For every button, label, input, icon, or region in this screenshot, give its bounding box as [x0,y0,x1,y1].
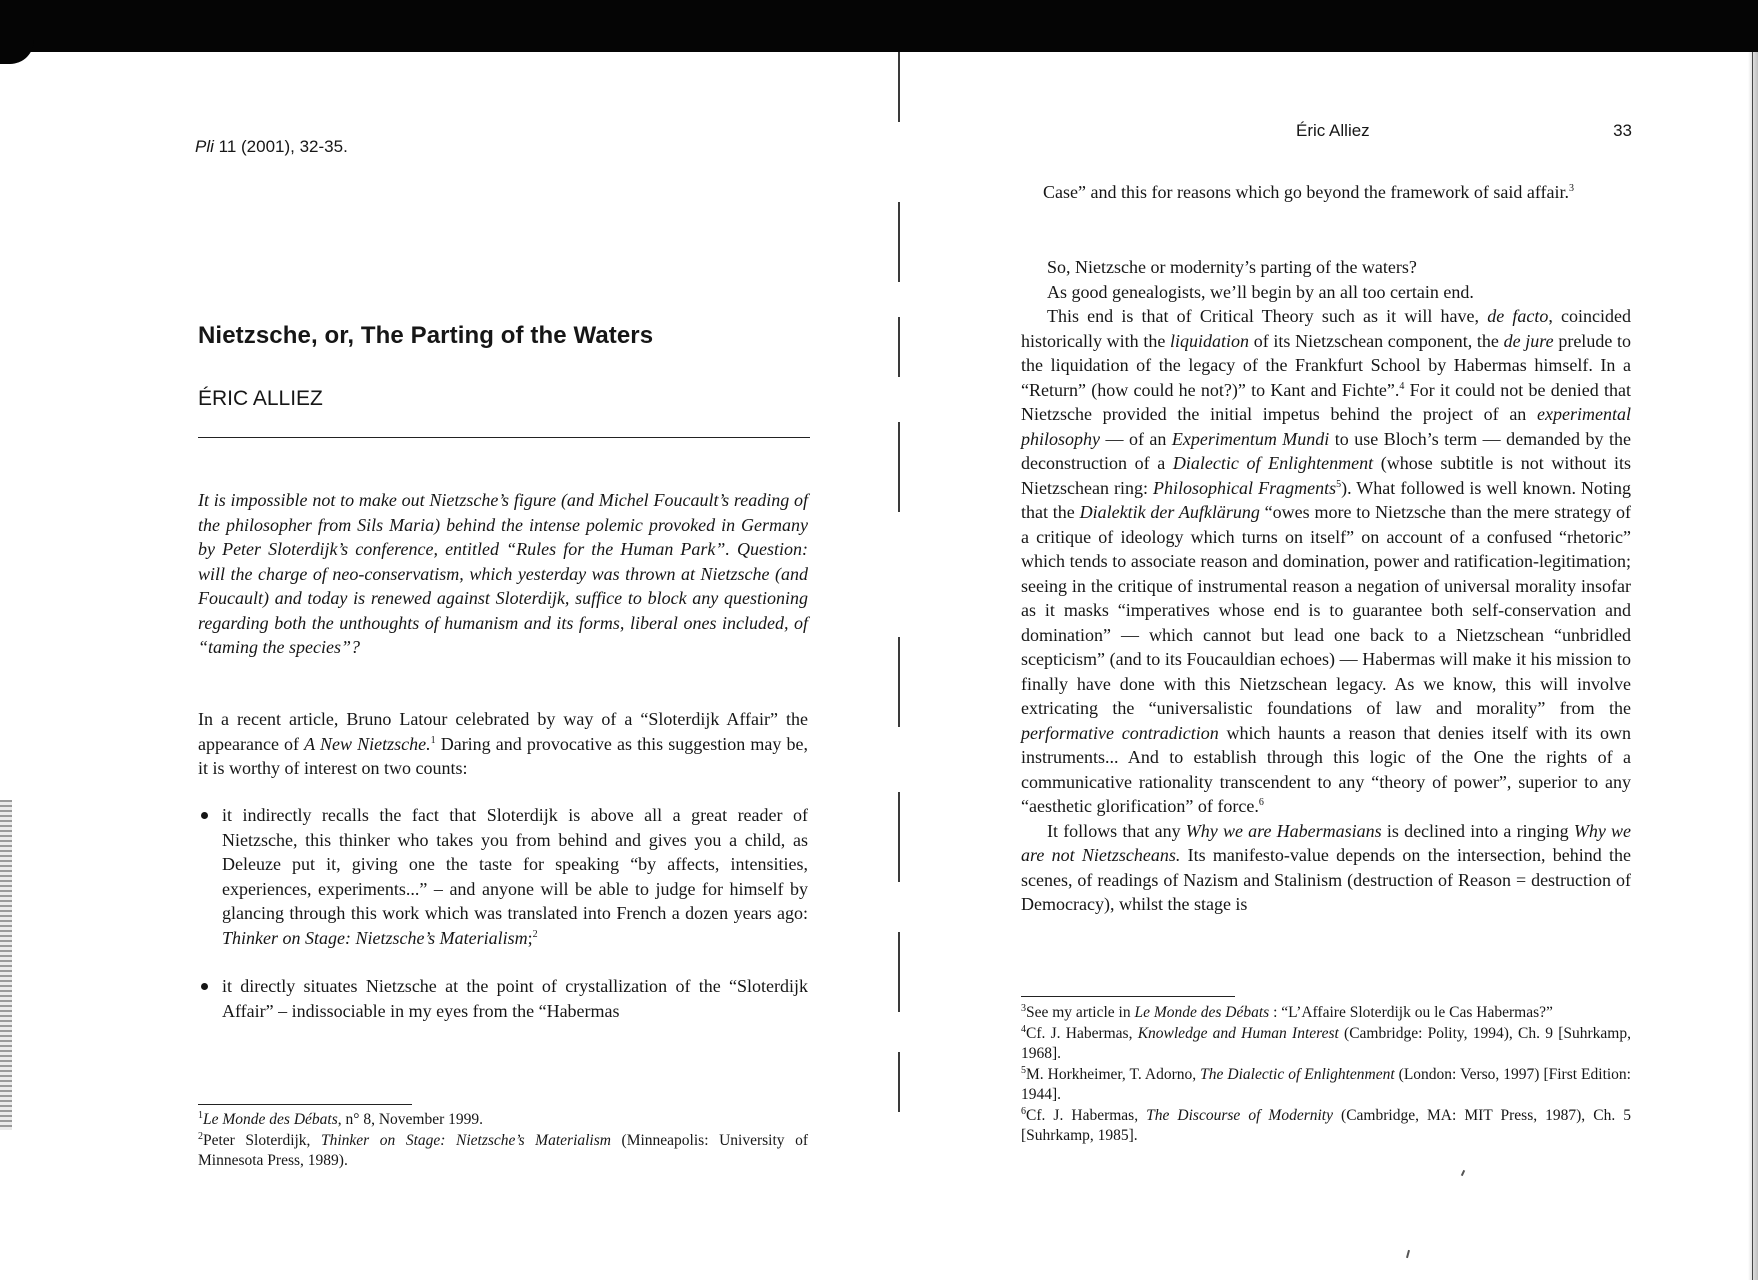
footnote-number: 1 [198,1109,203,1121]
scan-top-border [0,0,1758,52]
scan-speck [1406,1250,1410,1258]
intro-text: In a recent article, Bruno Latour celebrated by way of a “Sloterdijk Affair” the appearance of [198,709,808,754]
abstract-text: It is impossible not to make out Nietzsche’s figure (and Michel Foucault’s reading of the philosopher from Sils Maria) behind the intense polemic provoked in Germany by Peter Sloterdijk’s conference, entitled “Rules for the Human Park”. Question: will the charge of neo-conservatism, which yesterday was thrown at Nietzsche (and Foucault) and today is renewed against Sloterdijk, suffice to block any questioning regarding both the unthoughts of humanism and its forms, liberal ones included, of “taming the species”? [198,490,808,657]
scan-right-edge-line [1752,52,1753,1280]
continuation-paragraph [1043,180,1631,205]
paragraph: So, Nietzsche or modernity’s parting of the waters? [1047,257,1417,277]
footnote-ref-2: 2 [532,928,538,940]
footnote-rule [1021,996,1235,997]
footnote [198,1131,808,1172]
footnote: $^3$See my article in Le Monde des Débats : “L’Affaire Sloterdijk ou le Cas Habermas?” [1021,1002,1553,1021]
scan-left-edge [0,800,12,1130]
bullet-punct: ; [527,927,533,948]
paragraph: It follows that any Why we are Habermasians is declined into a ringing Why we are not Nietzscheans. Its manifesto-value depends on the intersection, behind the scenes, of readings of Nazism and Stalinism (destruction of Reason = destruction of Democracy), whilst the stage is [1021,820,1632,914]
scan-speck [1461,1170,1465,1176]
footnote-number: 3 [1021,1002,1026,1014]
article-title: Nietzsche, or, The Parting of the Waters [198,322,654,349]
bullet-book-title: Thinker on Stage: Nietzsche’s Materialism [222,927,528,948]
title-rule [198,437,810,438]
journal-volume: 11 (2001), 32-35. [213,137,348,156]
journal-name: Pli [195,137,214,156]
paragraph: As good genealogists, we’ll begin by an all too certain end. [1047,281,1474,302]
footnote: $^4$Cf. J. Habermas, Knowledge and Human Interest (Cambridge: Polity, 1994), Ch. 9 [Suhrkamp, 1968]. [1021,1023,1631,1062]
running-head: Éric Alliez [1296,121,1370,140]
bullet-dot-icon [201,983,208,990]
footnotes-left [198,1110,808,1172]
intro-text-end: Daring and provocative as this suggestion may be, it is worthy of interest on two counts: [198,733,808,778]
footnote-number: 6 [1021,1105,1026,1117]
abstract [198,488,808,660]
footnote-text: , n° 8, November 1999. [337,1111,483,1128]
bullet-list [198,803,808,1023]
footnote: $^6$Cf. J. Habermas, The Discourse of Modernity (Cambridge, MA: MIT Press, 1987), Ch. 5 [Suhrkamp, 1985]. [1021,1105,1631,1144]
footnote-number: 5 [1021,1064,1026,1076]
intro-paragraph [198,707,808,781]
footnote-ref-5: 5 [1336,478,1342,490]
footnote-rule [198,1104,412,1105]
scan-right-edge [1748,52,1758,1280]
footnote-number: 4 [1021,1023,1026,1035]
footnotes-right [1021,1003,1631,1147]
list-item [198,803,808,950]
footnote-ref-1: 1 [430,734,436,746]
scan-page-corner [0,40,34,64]
book-spine-gutter [896,52,902,1280]
footnote-title: Le Monde des Débats [203,1111,338,1128]
footnote-ref-4: 4 [1399,380,1405,392]
bullet-text: it indirectly recalls the fact that Sloterdijk is above all a great reader of Nietzsche, this thinker who takes you from behind and gives you a child, as Deleuze put it, giving one the taste for speaking “by affects, intensities, experiences, experiments...” – and anyone will be able to judge for himself by glancing through this work which was translated into French a dozen years ago: [222,805,808,923]
footnote-text: Peter Sloterdijk, [203,1131,321,1149]
page-number: 33 [1613,121,1632,140]
bullet-dot-icon [201,812,208,819]
footnote-number: 2 [198,1130,203,1142]
footnote-text: (Minneapolis: University of Minnesota Press, 1989). [198,1131,808,1169]
footnote-ref-3: 3 [1569,183,1575,194]
journal-citation [195,137,348,157]
intro-book-title: A New Nietzsche. [304,733,431,754]
footnote [198,1110,808,1131]
bullet-text: it directly situates Nietzsche at the point of crystallization of the “Sloterdijk Affair” – indissociable in my eyes from the “Habermas [222,976,808,1021]
article-author: ÉRIC ALLIEZ [198,387,323,410]
list-item [198,974,808,1023]
main-text [1021,255,1631,917]
continuation-text: Case” and this for reasons which go beyond the framework of said affair. [1043,182,1570,202]
footnote-title: Thinker on Stage: Nietzsche’s Materialism [321,1131,611,1149]
footnote: $^5$M. Horkheimer, T. Adorno, The Dialectic of Enlightenment (London: Verso, 1997) [First Edition: 1944]. [1021,1064,1631,1103]
footnote-ref-6: 6 [1258,797,1264,808]
paragraph: This end is that of Critical Theory such as it will have, de facto, coincided historically with the liquidation of its Nietzschean component, the de jure prelude to the liquidation of the legacy of the Frankfurt School by Habermas himself. In a “Return” (how could he not?)” to Kant and Fichte”.$^4$ For it could not be denied that Nietzsche provided the initial impetus behind the project of an experimental philosophy — of an Experimentum Mundi to use Bloch’s term — demanded by the deconstruction of a Dialectic of Enlightenment (whose subtitle is not without its Nietzschean ring: Philosophical Fragments$^5$). What followed is well known. Noting that the Dialektik der Aufklärung “owes more to Nietzsche than the mere strategy of a critique of ideology which turns on itself” on account of a confused “rhetoric” which tends to associate reason and domination, power and ratification-legitimation; seeing in the critique of instrumental reason a negation of universal morality insofar as it masks “imperatives whose end is to guarantee both self-conservation and domination” — which cannot but lead one back to a Nietzschean “unbridled scepticism” (and to its Foucauldian echoes) — Habermas will make it his mission to finally have done with this Nietzschean legacy. As we know, this will involve extricating the “universalistic foundations of law and morality” from the performative contradiction which haunts a reason that denies itself with its own instruments... And to establish through this logic of the One the rights of a communicative rationality transcendent to any “theory of power”, superior to any “aesthetic glorification” of force.$^6$ [1021,306,1632,816]
